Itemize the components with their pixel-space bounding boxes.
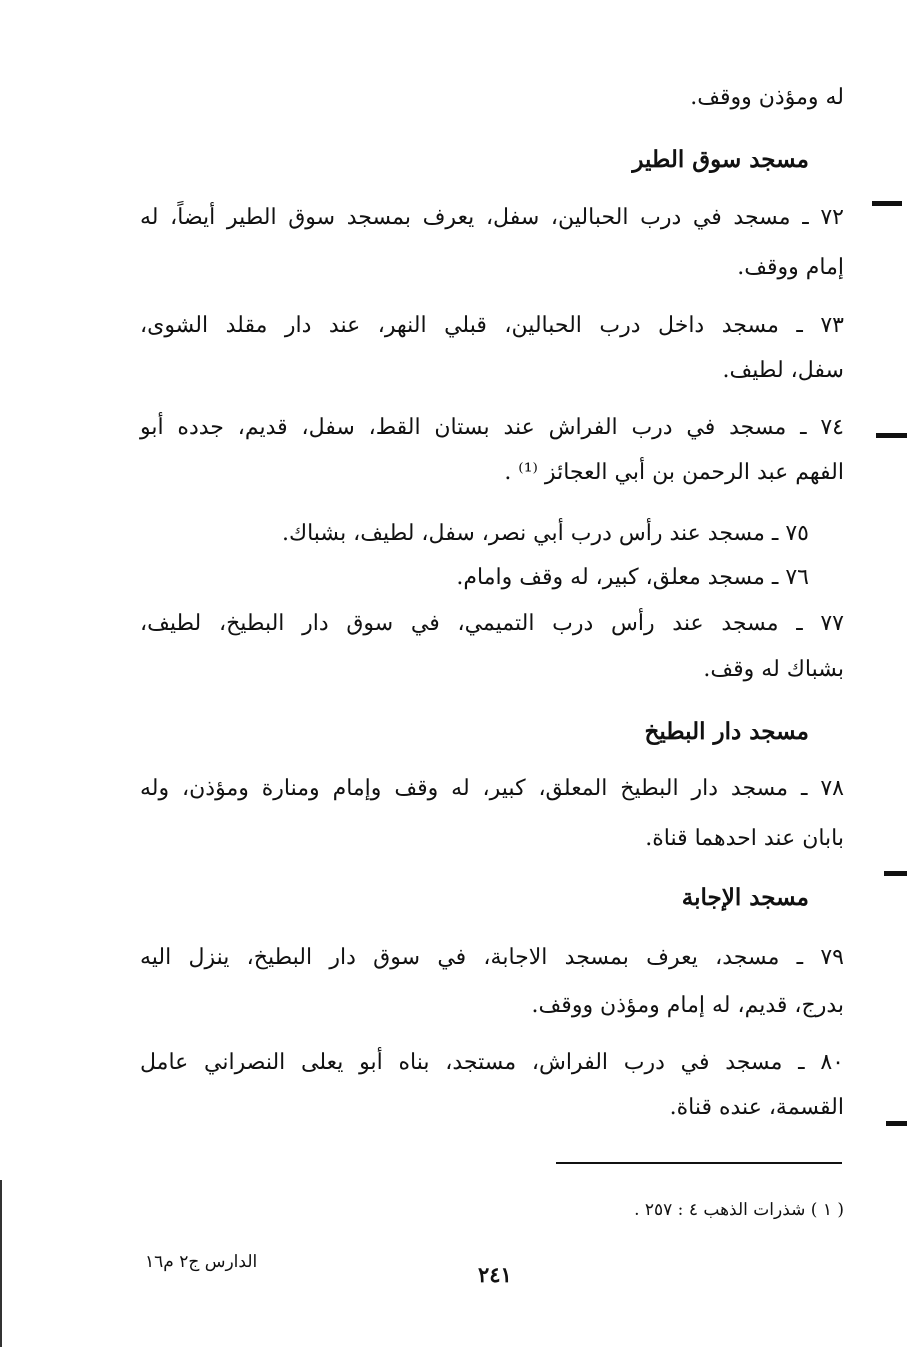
entry-78-line-2: بابان عند احدهما قناة. <box>645 826 844 851</box>
entry-72-line-2: إمام ووقف. <box>737 255 844 280</box>
entry-77-line-1: ٧٧ ـ مسجد عند رأس درب التميمي، في سوق دار البطيخ، لطيف، <box>140 611 844 636</box>
section-heading: مسجد سوق الطير <box>632 146 809 173</box>
entry-77-line-2: بشباك له وقف. <box>703 657 844 682</box>
margin-mark <box>876 433 907 438</box>
entry-73-line-2: سفل، لطيف. <box>722 358 844 383</box>
margin-mark <box>886 1121 907 1126</box>
margin-mark <box>872 201 902 206</box>
entry-73-line-1: ٧٣ ـ مسجد داخل درب الحبالين، قبلي النهر، عند دار مقلد الشوى، <box>140 313 844 338</box>
section-heading: مسجد دار البطيخ <box>644 718 809 745</box>
entry-72-line-1: ٧٢ ـ مسجد في درب الحبالين، سفل، يعرف بمسجد سوق الطير أيضاً، له <box>140 205 844 230</box>
text-line: له ومؤذن ووقف. <box>690 85 844 110</box>
footnote: ( ١ ) شذرات الذهب ٤ : ٢٥٧ . <box>634 1200 844 1220</box>
entry-79-line-2: بدرج، قديم، له إمام ومؤذن ووقف. <box>531 993 844 1018</box>
entry-75: ٧٥ ـ مسجد عند رأس درب أبي نصر، سفل، لطيف، بشباك. <box>281 521 809 546</box>
page-edge-shadow <box>0 1180 2 1347</box>
entry-78-line-1: ٧٨ ـ مسجد دار البطيخ المعلق، كبير، له وقف وإمام ومنارة ومؤذن، وله <box>140 776 844 801</box>
entry-74-line-1: ٧٤ ـ مسجد في درب الفراش عند بستان القط، سفل، قديم، جدده أبو <box>140 415 844 440</box>
volume-marker: الدارس ج٢ م١٦ <box>145 1252 258 1272</box>
entry-80-line-1: ٨٠ ـ مسجد في درب الفراش، مستجد، بناه أبو يعلى النصراني عامل <box>140 1050 844 1075</box>
entry-79-line-1: ٧٩ ـ مسجد، يعرف بمسجد الاجابة، في سوق دار البطيخ، ينزل اليه <box>140 945 844 970</box>
margin-mark <box>884 871 907 876</box>
footnote-divider <box>556 1162 842 1164</box>
page-number: ٢٤١ <box>478 1262 512 1287</box>
entry-76: ٧٦ ـ مسجد معلق، كبير، له وقف وامام. <box>456 565 809 590</box>
entry-74-line-2: الفهم عبد الرحمن بن أبي العجائز ⁽¹⁾ . <box>504 460 844 485</box>
section-heading: مسجد الإجابة <box>681 884 809 911</box>
entry-80-line-2: القسمة، عنده قناة. <box>669 1095 844 1120</box>
